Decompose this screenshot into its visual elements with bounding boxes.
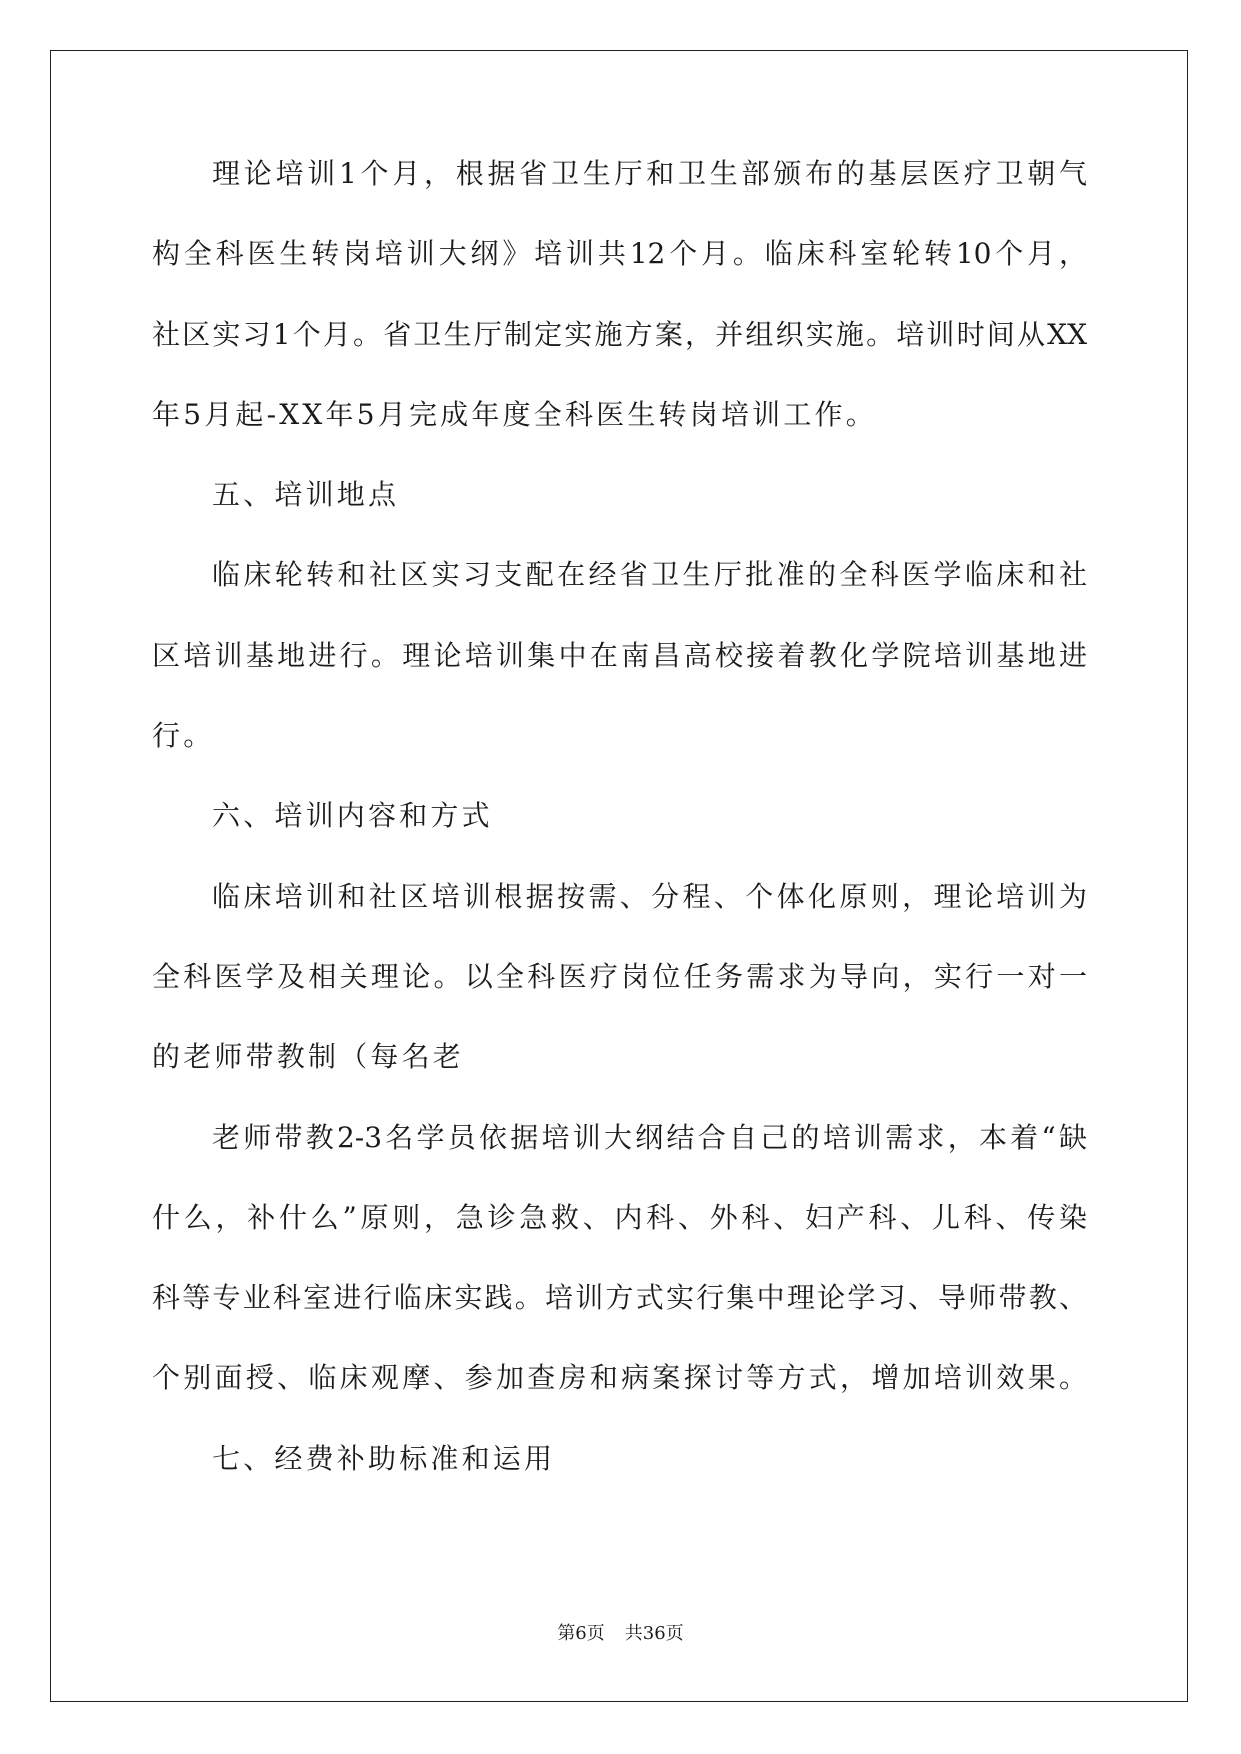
text-line: 区培训基地进行。理论培训集中在南昌高校接着教化学院培训基地进 [152,638,1087,672]
page-total: 共36页 [624,1623,684,1644]
text-line: 理论培训1个月，根据省卫生厅和卫生部颁布的基层医疗卫朝气 [212,157,1087,190]
text-line: 临床轮转和社区实习支配在经省卫生厅批准的全科医学临床和社 [212,558,1087,592]
text-line: 老师带教2-3名学员依据培训大纲结合自己的培训需求，本着“缺 [212,1120,1087,1154]
text-line: 全科医学及相关理论。以全科医疗岗位任务需求为导向，实行一对一 [152,959,1087,993]
text-line: 构全科医生转岗培训大纲》培训共12个月。临床科室轮转10个月， [152,237,1087,271]
text-line: 五、培训地点 [212,478,400,512]
text-line: 六、培训内容和方式 [212,799,493,833]
text-line: 年5月起-XX年5月完成年度全科医生转岗培训工作。 [152,397,877,431]
text-line: 七、经费补助标准和运用 [212,1441,556,1475]
page-footer [0,1623,1241,1645]
text-line: 的老师带教制（每名老 [152,1040,465,1074]
text-line: 科等专业科室进行临床实践。培训方式实行集中理论学习、导师带教、 [152,1281,1087,1315]
text-line: 临床培训和社区培训根据按需、分程、个体化原则，理论培训为 [212,879,1087,913]
text-line: 行。 [152,719,215,753]
page-number: 第6页 [557,1623,605,1644]
text-line: 什么，补什么”原则，急诊急救、内科、外科、妇产科、儿科、传染 [152,1200,1087,1234]
text-line: 社区实习1个月。省卫生厅制定实施方案，并组织实施。培训时间从XX [152,317,1087,351]
text-line: 个别面授、临床观摩、参加查房和病案探讨等方式，增加培训效果。 [152,1361,1087,1395]
document-body [152,157,1087,1525]
